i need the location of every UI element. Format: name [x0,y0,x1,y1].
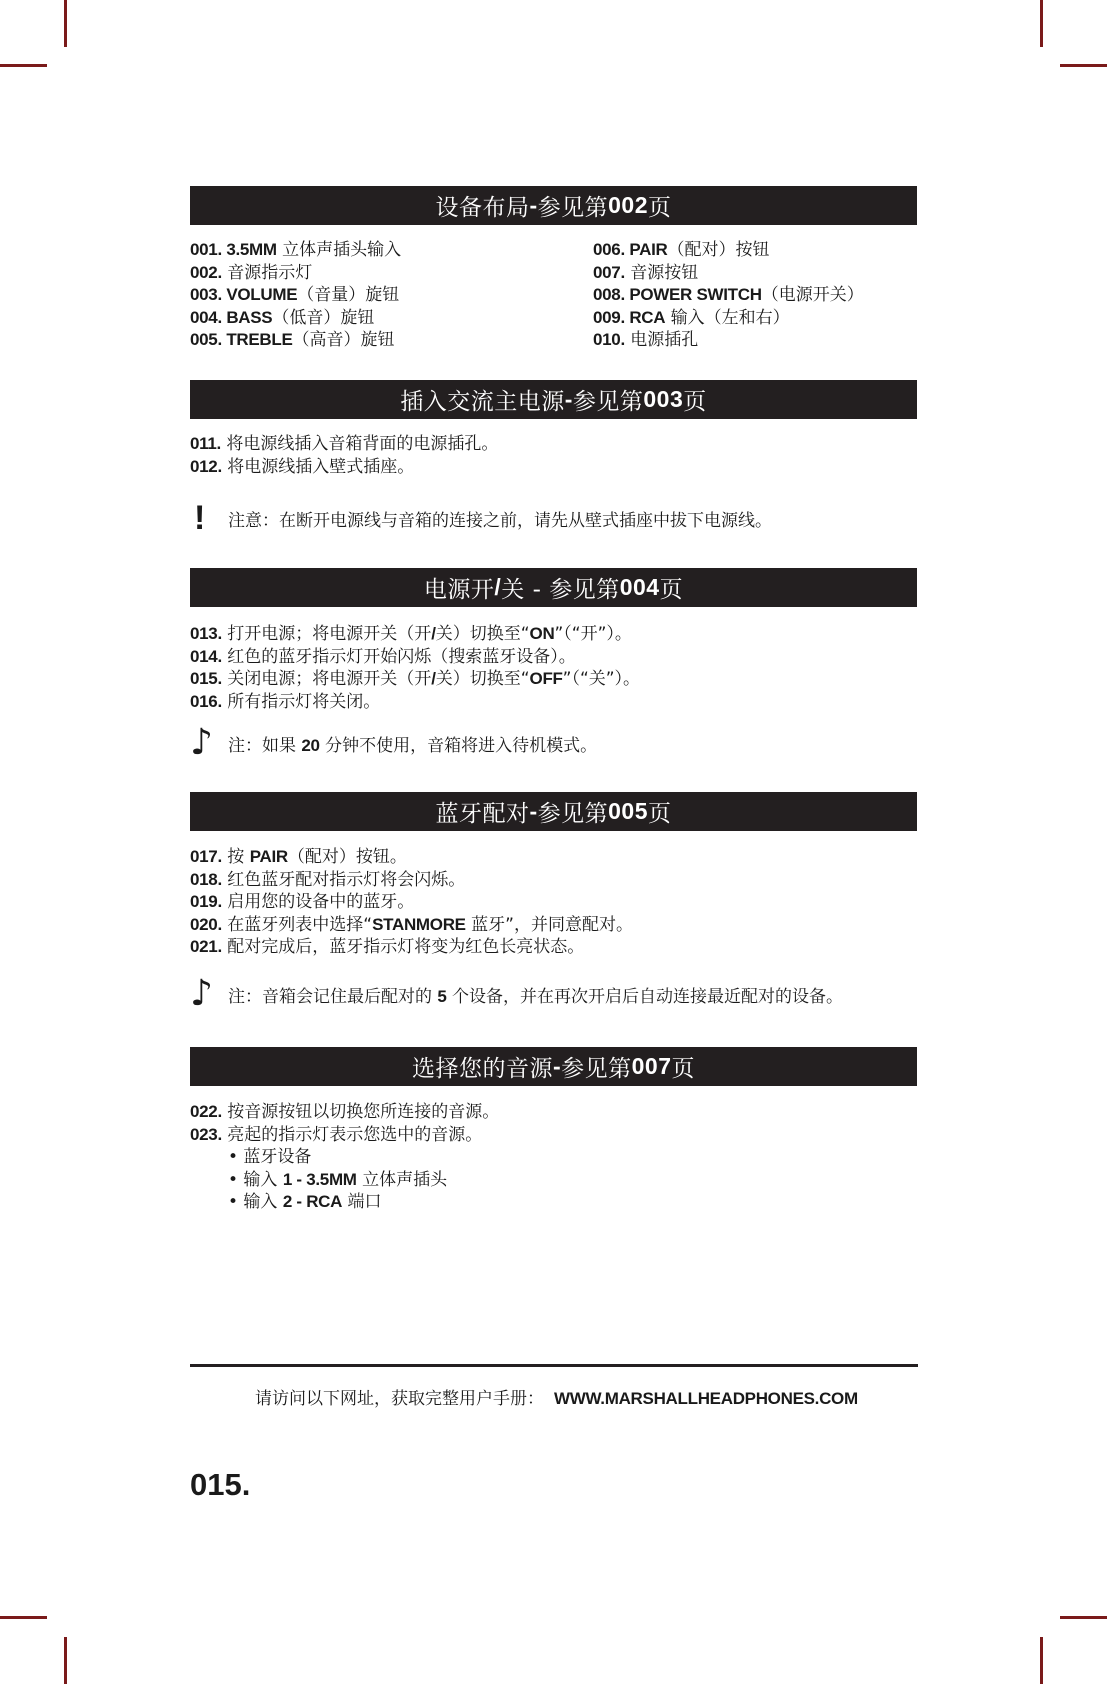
list-item: 018. 红色蓝牙配对指示灯将会闪烁。 [190,869,466,890]
list-item: 005. TREBLE（高音）旋钮 [190,330,395,350]
footer-text: 请访问以下网址，获取完整用户手册： [255,1389,544,1409]
list-item: 007. 音源按钮 [593,262,699,283]
standby-note-text: 注：如果 20 分钟不使用，音箱将进入待机模式。 [228,735,598,756]
footer-divider [190,1364,918,1367]
list-item: 004. BASS（低音）旋钮 [190,307,375,328]
list-item: 001. 3.5MM 立体声插头输入 [190,240,402,260]
exclamation-icon: ! [194,499,206,537]
music-note-icon: ♪ [190,722,213,763]
crop-mark [1060,64,1107,67]
website-link[interactable]: WWW.MARSHALLHEADPHONES.COM [554,1389,858,1408]
power-list [190,623,640,713]
crop-mark [1060,1616,1107,1619]
music-note-icon: ♪ [190,973,213,1014]
list-item: 016. 所有指示灯将关闭。 [190,691,381,712]
page-number: 015. [190,1467,251,1502]
bluetooth-list [190,846,633,959]
list-item: 015. 关闭电源；将电源开关（开/关）切换至“OFF”（“关”）。 [190,669,641,689]
bullet-item: • 蓝牙设备 [228,1147,312,1167]
list-item: 003. VOLUME（音量）旋钮 [190,285,400,305]
section-header-ac-power: 插入交流主电源 - 参见第 003 页 [190,380,917,419]
footer [255,1384,858,1409]
bullet-item: • 输入 2 - RCA 端口 [228,1192,382,1212]
pairing-memory-note [190,973,843,1014]
list-item: 021. 配对完成后，蓝牙指示灯将变为红色长亮状态。 [190,937,585,957]
crop-mark [0,64,47,67]
list-item: 002. 音源指示灯 [190,262,313,283]
list-item: 010. 电源插孔 [593,330,699,350]
list-item: 012. 将电源线插入壁式插座。 [190,456,415,477]
section-header-select-source: 选择您的音源 - 参见第 007 页 [190,1047,917,1086]
crop-mark [1040,1637,1043,1684]
list-item: 014. 红色的蓝牙指示灯开始闪烁（搜索蓝牙设备）。 [190,646,576,667]
device-layout-list-left [190,239,401,352]
list-item: 020. 在蓝牙列表中选择“STANMORE 蓝牙”，并同意配对。 [190,914,633,935]
caution-note [190,501,772,535]
standby-note [190,722,598,763]
list-item: 011. 将电源线插入音箱背面的电源插孔。 [190,434,499,454]
crop-mark [0,1616,47,1619]
caution-note-text: 注意：在断开电源线与音箱的连接之前，请先从壁式插座中拔下电源线。 [228,510,772,531]
section-header-power-on-off: 电源开 / 关 - 参见第 004 页 [190,568,917,607]
section-header-device-layout: 设备布局 - 参见第 002 页 [190,186,917,225]
crop-mark [1040,0,1043,47]
section-header-bluetooth-pairing: 蓝牙配对 - 参见第 005 页 [190,792,917,831]
list-item: 013. 打开电源；将电源开关（开/关）切换至“ON”（“开”）。 [190,624,632,644]
list-item: 022. 按音源按钮以切换您所连接的音源。 [190,1102,500,1122]
list-item: 017. 按 PAIR（配对）按钮。 [190,847,407,867]
source-list [190,1101,499,1214]
ac-power-list [190,433,498,478]
list-item: 008. POWER SWITCH（电源开关） [593,285,864,305]
list-item: 023. 亮起的指示灯表示您选中的音源。 [190,1124,483,1145]
device-layout-list-right [593,239,864,352]
crop-mark [64,1637,67,1684]
list-item: 009. RCA 输入（左和右） [593,307,790,328]
crop-mark [64,0,67,47]
list-item: 019. 启用您的设备中的蓝牙。 [190,892,415,912]
bullet-item: • 输入 1 - 3.5MM 立体声插头 [228,1169,448,1190]
pairing-memory-note-text: 注：音箱会记住最后配对的 5 个设备，并在再次开启后自动连接最近配对的设备。 [228,986,843,1007]
list-item: 006. PAIR（配对）按钮 [593,240,770,260]
